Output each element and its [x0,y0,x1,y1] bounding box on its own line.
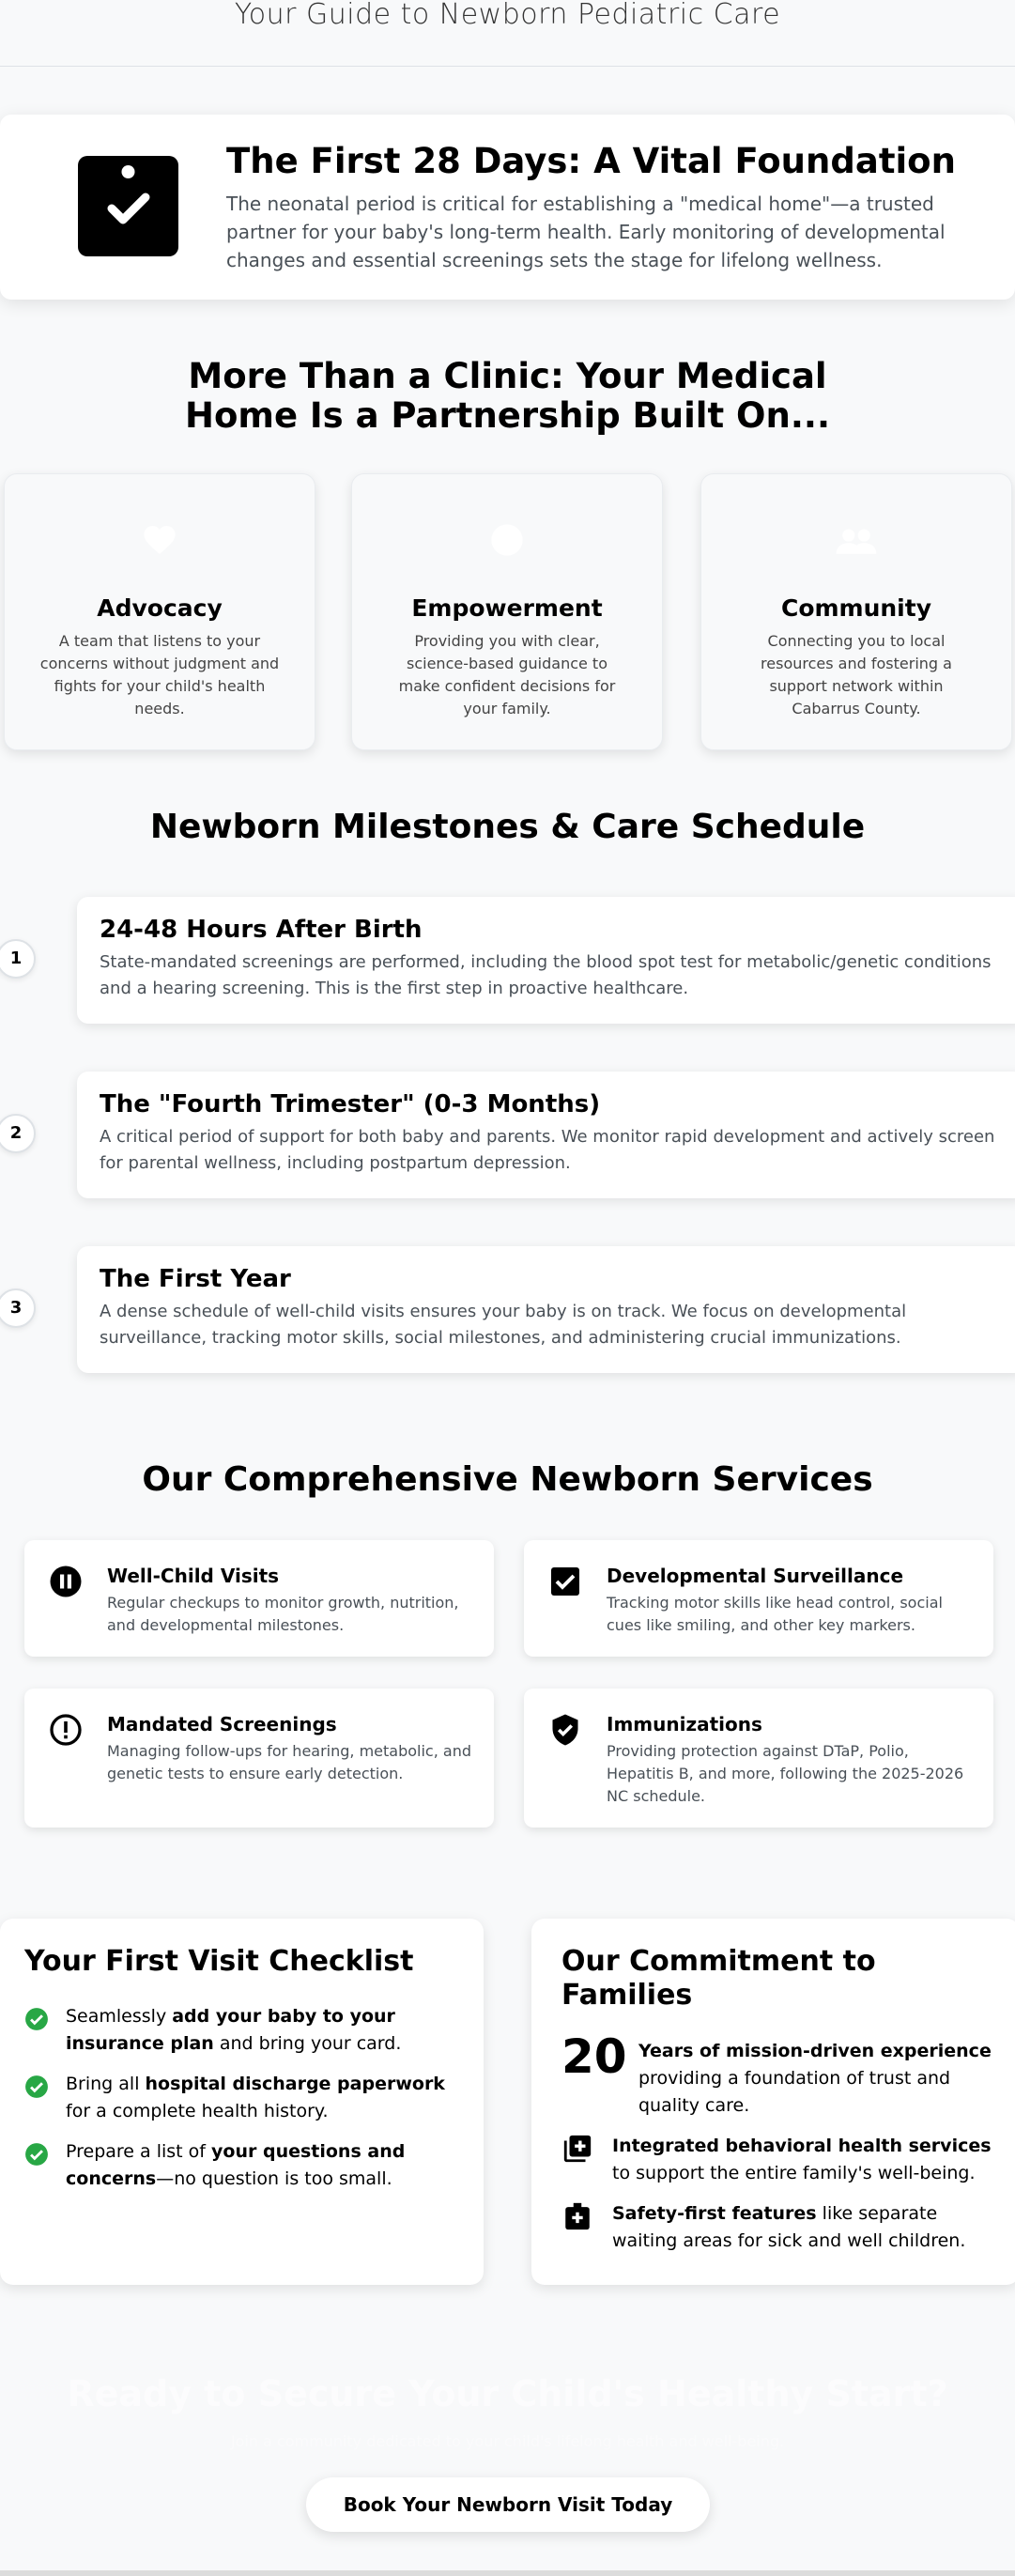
clipboard-check-icon [78,156,178,256]
pillar-title: Empowerment [411,594,603,622]
commitment-card [531,1919,1015,2285]
years-text: Years of mission-driven experience providing a foundation of trust and quality care. [638,2041,992,2116]
pause-circle-icon [49,1565,83,1602]
pillar-title: Community [780,594,932,622]
shield-check-icon [548,1713,582,1751]
pillar-empowerment [351,473,663,750]
service-card-screenings [24,1689,494,1828]
milestone-title: The First Year [100,1265,291,1293]
service-title: Mandated Screenings [107,1713,337,1735]
checklist-item-text: Bring all hospital discharge paperwork for a complete health history. [66,2074,445,2121]
milestone-text: A critical period of support for both baby and parents. We monitor rapid development and actively screen for parental wellness, including postpartum depression. [100,1127,995,1173]
medical-bag-icon [561,2200,593,2236]
heart-icon [141,521,178,563]
milestone-text: A dense schedule of well-child visits ensures your baby is on track. We focus on developmental surveillance, tracking motor skills, social milestones, and administering crucial immunizations. [100,1302,907,1348]
alert-circle-icon [49,1713,83,1751]
milestone-card [77,1246,1015,1373]
service-text: Tracking motor skills like head control, social cues like smiling, and other key markers. [607,1594,943,1634]
checklist-item-text: Prepare a list of your questions and concerns—no question is too small. [66,2141,406,2189]
first-visit-checklist [0,1919,484,2285]
commitment-title: Our Commitment to Families [561,1945,876,2012]
service-text: Managing follow-ups for hearing, metabolic, and genetic tests to ensure early detection. [107,1742,471,1782]
book-visit-button[interactable]: Book Your Newborn Visit Today [306,2477,710,2532]
service-text: Regular checkups to monitor growth, nutrition, and developmental milestones. [107,1594,459,1634]
pillar-text: A team that listens to your concerns without judgment and fights for your child's health needs. [39,632,280,717]
checkbox-icon [548,1565,582,1602]
milestone-title: The "Fourth Trimester" (0-3 Months) [100,1090,601,1118]
cta-title: Ready to Secure Your Child's Healthy Start? [67,2373,948,2414]
page-header-title: Your Guide to Newborn Pediatric Care [234,0,781,31]
pillar-text: Providing you with clear, science-based guidance to make confident decisions for your family. [398,632,616,717]
service-title: Developmental Surveillance [607,1565,904,1587]
milestone-number: 2 [0,1114,36,1153]
hero-title: The First 28 Days: A Vital Foundation [226,141,956,181]
service-card-well-child [24,1540,494,1657]
service-title: Well-Child Visits [107,1565,280,1587]
checklist-item-text: Seamlessly add your baby to your insurance plan and bring your card. [66,2006,402,2054]
pillar-title: Advocacy [97,594,223,622]
people-icon [835,521,878,563]
hero-text: The neonatal period is critical for establishing a "medical home"—a trusted partner for your baby's long-term health. Early monitoring of developmental changes and essential screenings sets the stage for lifelong wellness. [226,193,946,271]
footer-divider [0,2570,1015,2576]
milestone-card [77,897,1015,1024]
milestone-title: 24-48 Hours After Birth [100,916,423,944]
services-title: Our Comprehensive Newborn Services [142,1460,873,1499]
service-text: Providing protection against DTaP, Polio, Hepatitis B, and more, following the 2025-2026 NC schedule. [607,1742,964,1805]
checklist-title: Your First Visit Checklist [24,1945,414,1978]
commitment-item-text: Integrated behavioral health services to support the entire family's well-being. [612,2136,992,2183]
lightbulb-icon [488,521,526,563]
milestone-number: 1 [0,939,36,979]
partnership-title: More Than a Clinic: Your Medical Home Is a Partnership Built On... [185,356,830,436]
cta-subtitle: Join a community dedicated to your child's lifelong health and well-being. [230,2432,785,2450]
header-divider [0,66,1015,67]
service-card-immunizations [524,1689,993,1828]
service-title: Immunizations [607,1713,762,1735]
pillar-advocacy [4,473,315,750]
milestone-text: State-mandated screenings are performed, including the blood spot test for metabolic/genetic conditions and a hearing screening. This is the first step in proactive healthcare. [100,952,992,998]
pillar-text: Connecting you to local resources and fostering a support network within Cabarrus County. [761,632,952,717]
milestone-card [77,1072,1015,1198]
pillar-community [700,473,1012,750]
years-number: 20 [561,2029,627,2084]
hero-card [0,115,1015,300]
milestones-title: Newborn Milestones & Care Schedule [149,808,866,846]
service-card-developmental [524,1540,993,1657]
add-library-icon [561,2133,593,2168]
milestone-number: 3 [0,1288,36,1328]
commitment-item-text: Safety-first features like separate waiting areas for sick and well children. [612,2203,966,2251]
